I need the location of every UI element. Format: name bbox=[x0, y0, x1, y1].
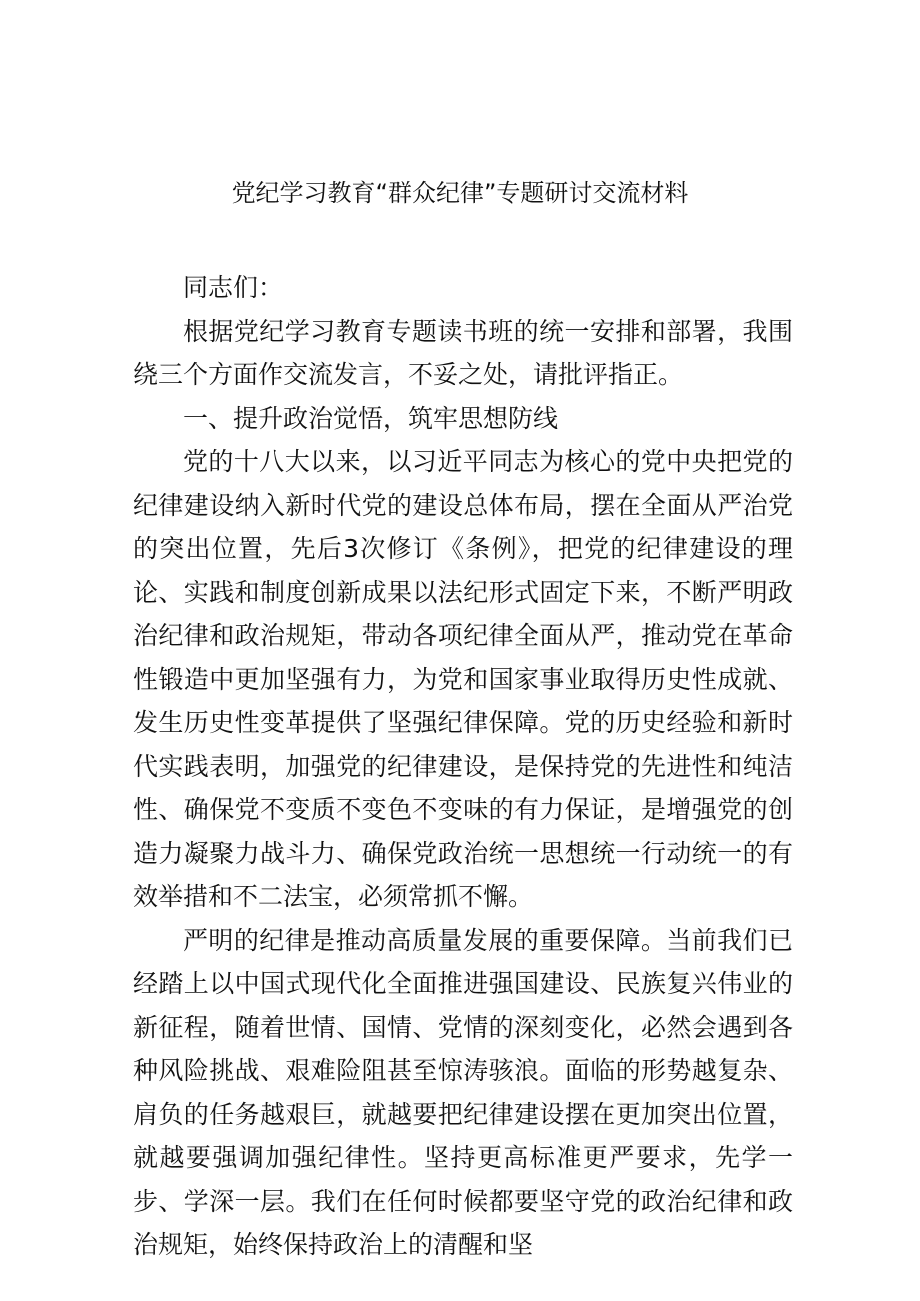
document-title: 党纪学习教育“群众纪律”专题研讨交流材料 bbox=[231, 179, 689, 207]
paragraph-1: 党的十八大以来，以习近平同志为核心的党中央把党的纪律建设纳入新时代党的建设总体布局，摆在全面从严治党的突出位置，先后3次修订《条例》，把党的纪律建设的理论、实践和制度创新成果以法纪形式固定下来，不断严明政治纪律和政治规矩，带动各项纪律全面从严，推动党在革命性锻造中更加坚强有力，为党和国家事业取得历史性成就、发生历史性变革提供了坚强纪律保障。党的历史经验和新时代实践表明，加强党的纪律建设，是保持党的先进性和纯洁性、确保党不变质不变色不变味的有力保证，是增强党的创造力凝聚力战斗力、确保党政治统一思想统一行动统一的有效举措和不二法宝，必须常抓不懈。 bbox=[133, 447, 793, 911]
document-body bbox=[133, 266, 793, 1267]
salutation: 同志们： bbox=[183, 273, 284, 302]
section-heading-1: 一、提升政治觉悟，筑牢思想防线 bbox=[183, 403, 559, 433]
paragraph-2: 严明的纪律是推动高质量发展的重要保障。当前我们已经踏上以中国式现代化全面推进强国建设、民族复兴伟业的新征程，随着世情、国情、党情的深刻变化，必然会遇到各种风险挑战、艰难险阻甚至惊涛骇浪。面临的形势越复杂、肩负的任务越艰巨，就越要把纪律建设摆在更加突出位置，就越要强调加强纪律性。坚持更高标准更严要求，先学一步、学深一层。我们在任何时候都要坚守党的政治纪律和政治规矩，始终保持政治上的清醒和坚 bbox=[133, 925, 793, 1259]
paragraph-intro: 根据党纪学习教育专题读书班的统一安排和部署，我围绕三个方面作交流发言，不妥之处，请批评指正。 bbox=[133, 316, 793, 389]
